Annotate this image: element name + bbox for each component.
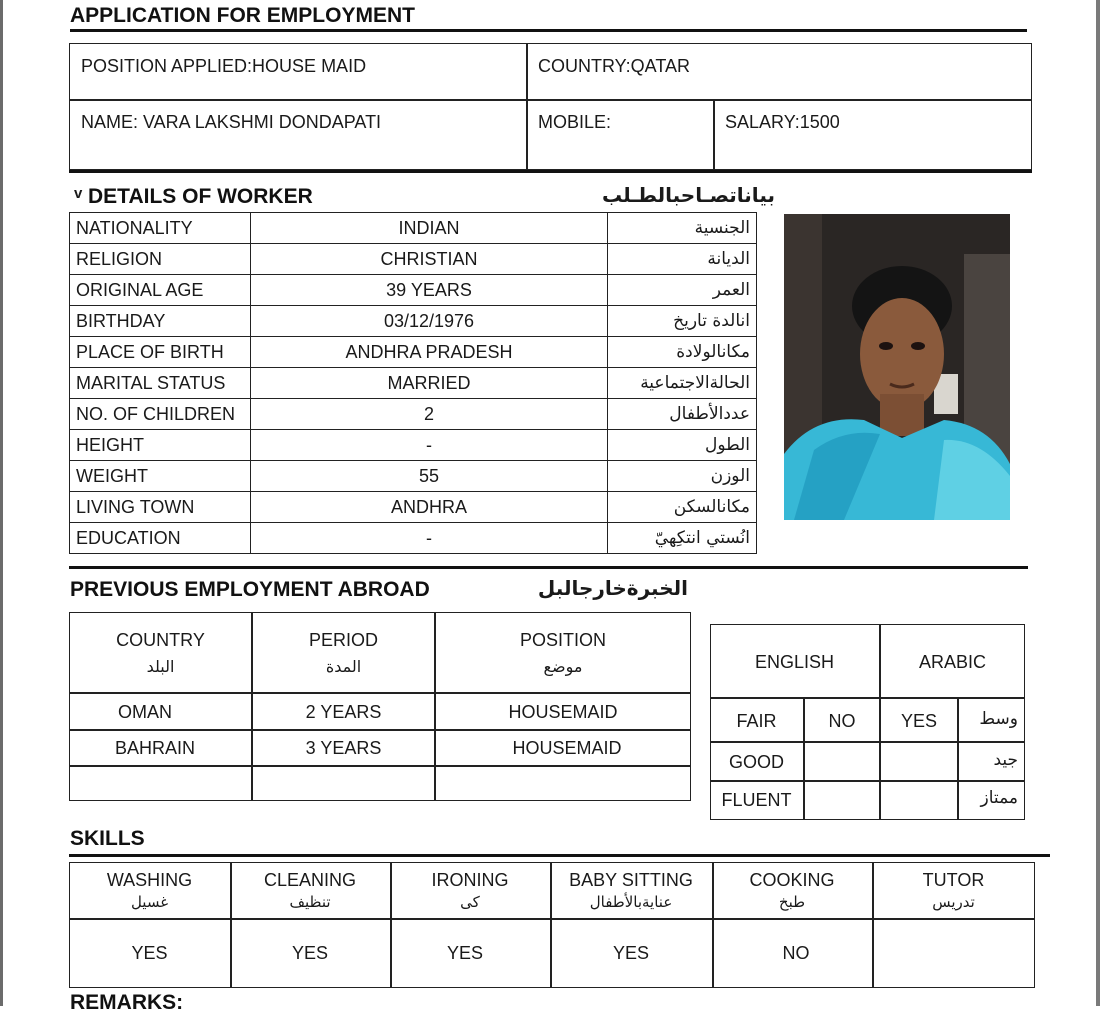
details-label: HEIGHT xyxy=(70,430,251,461)
details-label-arabic: الطول xyxy=(608,430,757,461)
details-label-arabic: الوزن xyxy=(608,461,757,492)
prev-header-position-arabic: موضع xyxy=(543,657,583,676)
name-field: NAME: VARA LAKSHMI DONDAPATI xyxy=(81,112,382,132)
skills-rule xyxy=(69,854,1050,857)
details-label: BIRTHDAY xyxy=(70,306,251,337)
skill-cleaning-label: CLEANING xyxy=(263,870,357,890)
skill-washing-label: WASHING xyxy=(106,870,193,890)
details-label-arabic: الديانة xyxy=(608,244,757,275)
country-field: COUNTRY:QATAR xyxy=(538,56,691,76)
details-row xyxy=(70,368,757,399)
worker-photo xyxy=(784,214,1010,520)
lang-good-arabic-label: جيد xyxy=(993,750,1018,770)
lang-fluent-arabic-label: ممتاز xyxy=(980,788,1018,808)
details-heading-arabic: بياناتصـاحبالطـلب xyxy=(601,183,775,207)
details-label-arabic: انالدة تاريخ xyxy=(608,306,757,337)
details-value: 2 xyxy=(251,399,608,430)
details-row xyxy=(70,213,757,244)
skill-ironing-value: YES xyxy=(446,943,484,963)
details-label: NO. OF CHILDREN xyxy=(70,399,251,430)
details-value: ANDHRA PRADESH xyxy=(251,337,608,368)
prev-header-period: PERIOD xyxy=(308,630,378,650)
skill-baby-sitting-label: BABY SITTING xyxy=(569,870,693,890)
title-rule xyxy=(70,29,1027,32)
details-label-arabic: مكانالولادة xyxy=(608,337,757,368)
lang-fair-label: FAIR xyxy=(736,711,777,731)
skill-ironing-label: IRONING xyxy=(431,870,509,890)
page-title: APPLICATION FOR EMPLOYMENT xyxy=(70,4,415,27)
details-label: MARITAL STATUS xyxy=(70,368,251,399)
prev-row-divider-2 xyxy=(69,729,691,731)
details-label: WEIGHT xyxy=(70,461,251,492)
salary-field: SALARY:1500 xyxy=(725,112,840,132)
skill-cooking-arabic: طبخ xyxy=(778,893,806,911)
prev-header-position: POSITION xyxy=(519,630,606,650)
details-label-arabic: مكانالسكن xyxy=(608,492,757,523)
previous-employment-heading: PREVIOUS EMPLOYMENT ABROAD xyxy=(70,578,430,601)
details-label-arabic: العمر xyxy=(608,275,757,306)
skill-cooking-value: NO xyxy=(782,943,810,963)
header-col-divider xyxy=(526,43,528,170)
header-row-divider xyxy=(69,99,1032,101)
details-row xyxy=(70,306,757,337)
lang-row-divider-2 xyxy=(710,741,1025,743)
lang-header-english: ENGLISH xyxy=(754,652,835,672)
page-edge-right xyxy=(1096,0,1100,1006)
details-label-arabic: عددالأطفال xyxy=(608,399,757,430)
details-row xyxy=(70,492,757,523)
details-row xyxy=(70,275,757,306)
details-value: - xyxy=(251,430,608,461)
details-label: LIVING TOWN xyxy=(70,492,251,523)
details-heading: DETAILS OF WORKER xyxy=(88,185,313,208)
lang-row-divider-3 xyxy=(710,780,1025,782)
prev-row-2-position: HOUSEMAID xyxy=(512,738,622,758)
prev-row-2-period: 3 YEARS xyxy=(305,738,382,758)
skill-tutor-arabic: تدريس xyxy=(932,893,975,911)
lang-header-arabic: ARABIC xyxy=(918,652,987,672)
details-value: 55 xyxy=(251,461,608,492)
mobile-field: MOBILE: xyxy=(538,112,612,132)
details-heading-mark: v xyxy=(74,185,83,202)
skill-tutor-label: TUTOR xyxy=(922,870,985,890)
details-label: EDUCATION xyxy=(70,523,251,554)
previous-employment-heading-arabic: الخبرةخارجالبل xyxy=(537,576,688,600)
lang-fair-english: NO xyxy=(828,711,856,731)
skill-baby-sitting-arabic: عنايةبالأطفال xyxy=(589,893,673,911)
prev-row-divider-3 xyxy=(69,765,691,767)
details-label: RELIGION xyxy=(70,244,251,275)
lang-good-label: GOOD xyxy=(728,752,784,772)
skill-washing-arabic: غسيل xyxy=(130,893,169,911)
lang-fluent-label: FLUENT xyxy=(721,790,792,810)
position-applied-field: POSITION APPLIED:HOUSE MAID xyxy=(81,56,367,76)
details-label: ORIGINAL AGE xyxy=(70,275,251,306)
skill-baby-sitting-value: YES xyxy=(612,943,650,963)
details-value: - xyxy=(251,523,608,554)
details-label: PLACE OF BIRTH xyxy=(70,337,251,368)
details-row xyxy=(70,461,757,492)
skills-heading: SKILLS xyxy=(70,827,145,850)
remarks-heading: REMARKS: xyxy=(70,991,184,1014)
details-value: INDIAN xyxy=(251,213,608,244)
lang-row-divider-1 xyxy=(710,697,1025,699)
details-row xyxy=(70,523,757,554)
lang-fair-arabic: YES xyxy=(900,711,938,731)
prev-row-1-period: 2 YEARS xyxy=(305,702,382,722)
details-row xyxy=(70,399,757,430)
page-edge-left xyxy=(0,0,3,1006)
prev-header-country: COUNTRY xyxy=(116,630,205,650)
details-value: MARRIED xyxy=(251,368,608,399)
details-value: 39 YEARS xyxy=(251,275,608,306)
prev-row-1-position: HOUSEMAID xyxy=(508,702,618,722)
skill-cooking-label: COOKING xyxy=(749,870,835,890)
skill-washing-value: YES xyxy=(131,943,168,963)
details-bottom-rule xyxy=(69,566,1028,569)
details-value: ANDHRA xyxy=(251,492,608,523)
skill-ironing-arabic: کی xyxy=(460,893,480,911)
details-table xyxy=(69,212,757,554)
details-row xyxy=(70,244,757,275)
details-row xyxy=(70,337,757,368)
details-label-arabic: الجنسية xyxy=(608,213,757,244)
details-value: CHRISTIAN xyxy=(251,244,608,275)
prev-header-period-arabic: المدة xyxy=(325,657,362,676)
details-value: 03/12/1976 xyxy=(251,306,608,337)
skills-row-divider xyxy=(69,918,1035,920)
prev-row-divider-1 xyxy=(69,692,691,694)
header-bottom-rule xyxy=(69,170,1032,173)
worker-portrait-image xyxy=(784,214,1010,520)
prev-header-country-arabic: البلد xyxy=(146,657,175,676)
details-label: NATIONALITY xyxy=(70,213,251,244)
details-label-arabic: انُستي انتكِهيّ xyxy=(608,523,757,554)
skill-cleaning-value: YES xyxy=(291,943,329,963)
lang-fair-arabic-label: وسط xyxy=(979,709,1018,729)
header-salary-divider xyxy=(713,99,715,170)
details-row xyxy=(70,430,757,461)
skill-cleaning-arabic: تنظيف xyxy=(289,893,331,911)
prev-row-2-country: BAHRAIN xyxy=(114,738,195,758)
prev-row-1-country: OMAN xyxy=(118,702,172,722)
details-label-arabic: الحالةالاجتماعية xyxy=(608,368,757,399)
